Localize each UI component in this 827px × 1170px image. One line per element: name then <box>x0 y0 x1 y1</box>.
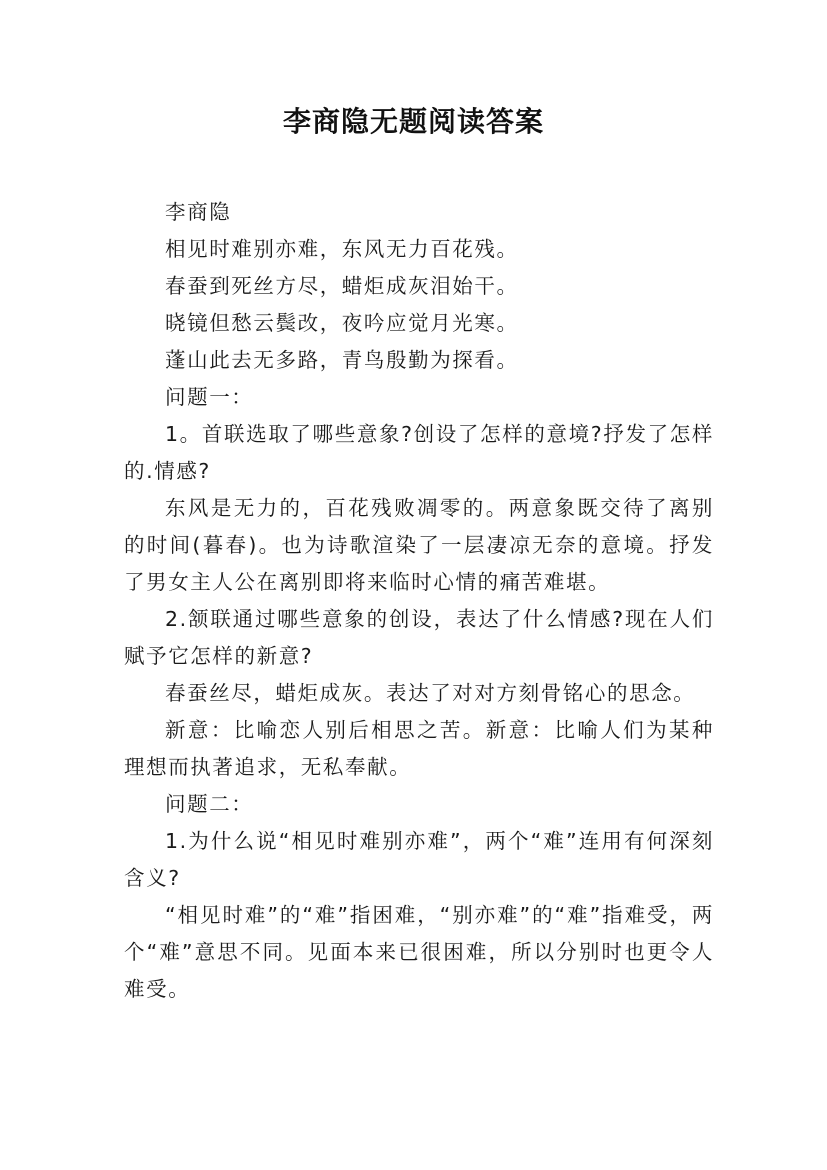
document-title: 李商隐无题阅读答案 <box>282 105 544 138</box>
section-heading-2: 问题二： <box>165 792 254 816</box>
poem-line-1: 相见时难别亦难，东风无力百花残。 <box>165 237 519 261</box>
poem-line-2: 春蚕到死丝方尽，蜡炬成灰泪始干。 <box>165 274 519 298</box>
question-1-1: 1。首联选取了哪些意象?创设了怎样的意境?抒发了怎样的.情感? <box>124 422 714 483</box>
section-heading-1: 问题一： <box>165 385 254 409</box>
answer-1-1: 东风是无力的，百花残败凋零的。两意象既交待了离别的时间(暮春)。也为诗歌渲染了一层凄凉无奈的意境。抒发了男女主人公在离别即将来临时心情的痛苦难堪。 <box>124 496 714 594</box>
author-line: 李商隐 <box>165 200 232 224</box>
answer-1-2a: 春蚕丝尽，蜡炬成灰。表达了对对方刻骨铭心的思念。 <box>165 681 696 705</box>
question-1-2: 2.颔联通过哪些意象的创设，表达了什么情感?现在人们赋予它怎样的新意? <box>124 607 714 668</box>
answer-2-1: “相见时难”的“难”指困难，“别亦难”的“难”指难受，两个“难”意思不同。见面本来已很困难，所以分别时也更令人难受。 <box>124 903 714 1001</box>
document-body <box>124 194 714 1008</box>
poem-line-3: 晓镜但愁云鬓改，夜吟应觉月光寒。 <box>165 311 519 335</box>
poem-line-4: 蓬山此去无多路，青鸟殷勤为探看。 <box>165 348 519 372</box>
answer-1-2b: 新意：比喻恋人别后相思之苦。新意：比喻人们为某种理想而执著追求，无私奉献。 <box>124 718 714 779</box>
question-2-1: 1.为什么说“相见时难别亦难”，两个“难”连用有何深刻含义? <box>124 829 714 890</box>
